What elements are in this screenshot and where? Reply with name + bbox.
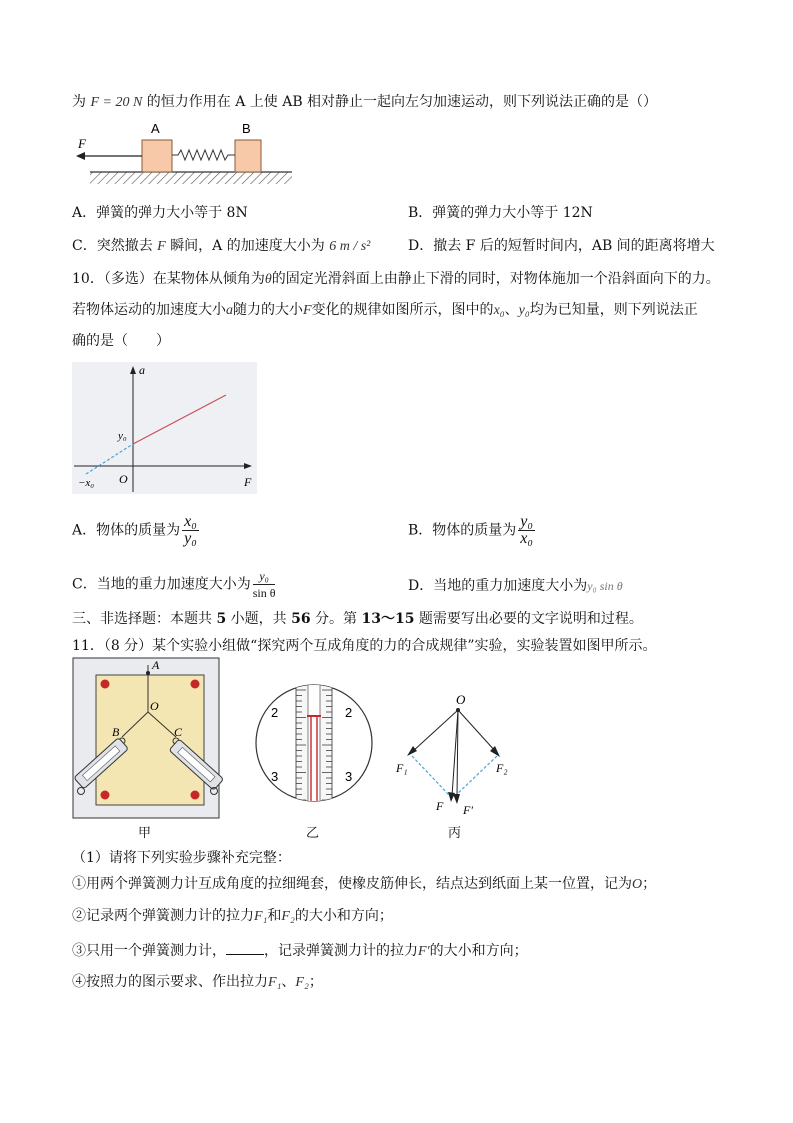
fig-bing-label-fprime: F′ xyxy=(463,803,473,817)
q10-option-a-num: x₀ xyxy=(184,513,197,530)
q10-option-c xyxy=(72,568,277,601)
q10-option-c-num: y₀ xyxy=(253,568,276,585)
section-3-mid2: 分。第 xyxy=(310,611,362,627)
q11-step2-post: 的大小和方向； xyxy=(294,908,393,924)
q11-step3-blank[interactable] xyxy=(226,940,264,955)
fig-jia-label-o: O xyxy=(150,699,159,713)
fig-bing-label-f1: F₁ xyxy=(396,761,408,775)
q10-var-a: a xyxy=(226,303,233,318)
q10-line1 xyxy=(72,269,720,290)
q11-step3-var: F′ xyxy=(418,944,430,959)
q11-step4-post: ； xyxy=(308,974,323,990)
spring xyxy=(172,150,235,160)
fig-jia-label-b: B xyxy=(112,725,120,739)
q10-option-a-pre: A．物体的质量为 xyxy=(72,522,181,539)
fig-yi-tick-3-left: 3 xyxy=(271,769,279,784)
q11-step3-mid: ，记录弹簧测力计的拉力 xyxy=(264,943,418,959)
q10-option-b xyxy=(408,514,537,547)
q11-step4-f2: F₂ xyxy=(295,975,309,990)
q10-option-c-frac xyxy=(253,568,276,601)
q10-option-b-pre: B．物体的质量为 xyxy=(408,522,517,539)
q10-line2-a: 若物体运动的加速度大小 xyxy=(72,302,226,318)
q10-option-a-frac xyxy=(182,514,199,547)
section-3-n2: 56 xyxy=(291,611,311,627)
section-3-n1: 5 xyxy=(216,611,227,627)
q11-fig-yi xyxy=(253,682,375,804)
block-a xyxy=(142,140,172,172)
force-arrow-head xyxy=(76,152,85,160)
q10-option-b-num: y₀ xyxy=(520,513,533,530)
q11-step4-pre: ④按照力的图示要求、作出拉力 xyxy=(72,974,268,990)
section-3-post: 题需要写出必要的文字说明和过程。 xyxy=(414,611,643,627)
q10-x0: x₀ xyxy=(493,303,505,318)
q11-step-head: （1）请将下列实验步骤补充完整： xyxy=(72,850,291,866)
section-3-heading xyxy=(72,609,643,629)
q11-step2-pre: ②记录两个弹簧测力计的拉力 xyxy=(72,908,254,924)
q10-line2-d: 均为已知量，则下列说法正 xyxy=(529,302,698,318)
q10-graph xyxy=(72,362,257,494)
fig-jia-label-a: A xyxy=(152,658,160,672)
q10-line2-c: 变化的规律如图所示，图中的 xyxy=(311,302,494,318)
q11-step-4 xyxy=(72,972,323,993)
fig-yi-tick-2-left: 2 xyxy=(271,705,279,720)
q9-fig-label-a: A xyxy=(151,121,160,136)
q9-stem-pre: 为 xyxy=(72,94,86,110)
q11-step1-pre: ①用两个弹簧测力计互成角度的拉细绳套，使橡皮筋伸长，结点达到纸面上某一位置，记为 xyxy=(72,876,632,892)
q11-step1-post: ； xyxy=(642,876,657,892)
fig-bing-caption: 丙 xyxy=(448,826,462,841)
q10-option-c-den: sin θ xyxy=(252,586,276,600)
q10-neg-x0-label: −x₀ xyxy=(78,477,95,489)
q11-step1-var: O xyxy=(632,877,643,892)
q11-step2-f2: F₂ xyxy=(281,909,295,924)
q11-step-3 xyxy=(72,940,528,962)
fig-jia-label-c: C xyxy=(174,725,183,739)
fig-bing-label-f: F xyxy=(436,799,444,813)
section-3-pre: 三、非选择题：本题共 xyxy=(72,611,217,627)
q11-step-1 xyxy=(72,874,656,895)
q10-line3: 确的是（ ） xyxy=(72,333,170,349)
fig-bing-label-f2: F₂ xyxy=(496,761,508,775)
q9-option-d: D．撤去 F 后的短暂时间内，AB 间的距离将增大 xyxy=(408,238,715,254)
q10-theta: θ xyxy=(264,272,272,287)
q11-step4-sep: 、 xyxy=(281,974,296,990)
q9-option-b: B．弹簧的弹力大小等于 12N xyxy=(408,205,593,221)
q10-option-d-math: y₀ sin θ xyxy=(587,579,623,593)
fig-yi-tick-3-right: 3 xyxy=(345,769,353,784)
q10-line1-post: 的固定光滑斜面上由静止下滑的同时，对物体施加一个沿斜面向下的力。 xyxy=(271,271,720,287)
q10-line1-pre: 10．（多选）在某物体从倾角为 xyxy=(72,271,265,287)
q10-line2 xyxy=(72,300,698,321)
q9-fig-label-b: B xyxy=(242,121,251,136)
q9-option-c-math: 6 m / s² xyxy=(329,239,371,254)
q9-option-c-var: F xyxy=(157,239,166,254)
q10-axis-f: F xyxy=(244,475,252,489)
q9-blocks-figure xyxy=(70,118,300,188)
fig-yi-caption: 乙 xyxy=(306,826,320,841)
fig-bing-label-o: O xyxy=(456,692,466,707)
q10-y0: y₀ xyxy=(518,303,530,318)
q9-stem xyxy=(72,92,657,113)
section-3-n3: 13～15 xyxy=(361,611,415,627)
q10-option-b-frac xyxy=(518,514,535,547)
fig-jia-caption: 甲 xyxy=(138,826,152,841)
q10-sep: 、 xyxy=(504,302,519,318)
q10-y0-label: y₀ xyxy=(118,430,127,442)
q10-line2-b: 随力的大小 xyxy=(233,302,303,318)
q11-step2-f1: F₁ xyxy=(254,909,268,924)
q10-option-d xyxy=(408,576,623,596)
q9-option-c-mid: 瞬间，A 的加速度大小为 xyxy=(170,238,325,254)
q9-option-a: A．弹簧的弹力大小等于 8N xyxy=(72,205,248,221)
q10-option-d-pre: D．当地的重力加速度大小为 xyxy=(408,578,588,594)
q11-step3-pre: ③只用一个弹簧测力计， xyxy=(72,943,226,959)
block-b xyxy=(235,140,261,172)
q9-option-c-pre: C．突然撤去 xyxy=(72,238,153,254)
q11-step2-and: 和 xyxy=(267,908,282,924)
q11-step4-f1: F₁ xyxy=(268,975,282,990)
q11-fig-jia xyxy=(72,657,222,822)
q10-option-b-den: x₀ xyxy=(520,530,533,547)
q9-option-c xyxy=(72,236,370,257)
q11-step-2 xyxy=(72,906,393,927)
q10-origin: O xyxy=(119,472,128,486)
section-3-mid1: 小题，共 xyxy=(226,611,292,627)
fig-yi-tick-2-right: 2 xyxy=(345,705,353,720)
q11-fig-bing xyxy=(392,688,522,818)
q9-force-value: F = 20 N xyxy=(90,95,143,110)
q10-option-a-den: y₀ xyxy=(184,530,197,547)
q10-option-c-pre: C．当地的重力加速度大小为 xyxy=(72,576,251,593)
q10-axis-a: a xyxy=(139,363,145,377)
q11-stem: 11．（8 分）某个实验小组做“探究两个互成角度的力的合成规律”实验，实验装置如图甲所示。 xyxy=(72,638,657,654)
q11-step3-post: 的大小和方向； xyxy=(429,943,528,959)
q9-fig-force-label: F xyxy=(78,136,86,151)
q10-var-f: F xyxy=(303,303,312,318)
q10-option-a xyxy=(72,514,201,547)
q9-stem-post: 的恒力作用在 A 上使 AB 相对静止一起向左匀加速运动，则下列说法正确的是（） xyxy=(146,94,658,110)
